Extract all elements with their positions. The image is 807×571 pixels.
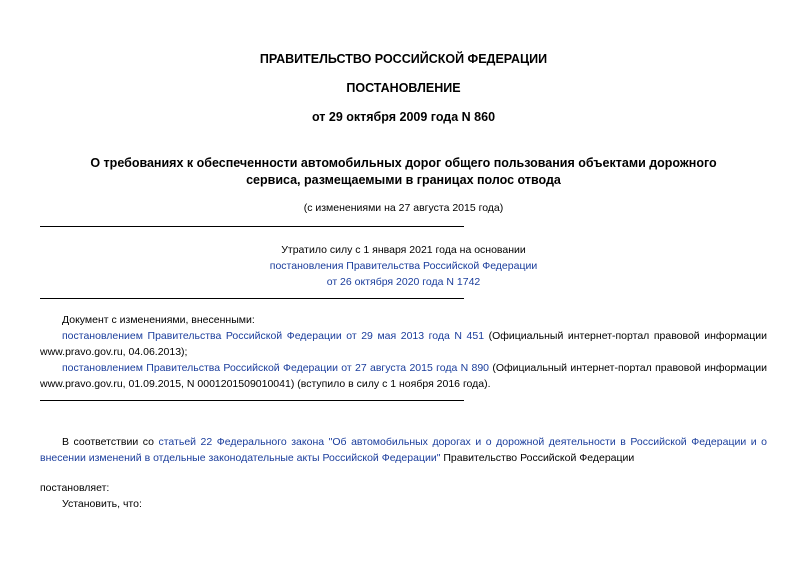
expired-link-decree[interactable]: постановления Правительства Российской Федерации	[269, 260, 538, 272]
change-link-890[interactable]: постановлением Правительства Российской Федерации от 27 августа 2015 года N 890	[62, 362, 490, 374]
decides-text: постановляет:	[40, 482, 110, 494]
expired-link-date[interactable]: от 26 октября 2020 года N 1742	[326, 276, 481, 288]
changes-intro: Документ с изменениями, внесенными:	[62, 314, 255, 326]
establish-text: Установить, что:	[62, 498, 142, 510]
government-heading: ПРАВИТЕЛЬСТВО РОССИЙСКОЙ ФЕДЕРАЦИИ	[259, 52, 548, 66]
amended-note: (с изменениями на 27 августа 2015 года)	[303, 202, 504, 214]
divider	[40, 400, 464, 401]
document-title-line2: сервиса, размещаемыми в границах полос отвода	[246, 173, 561, 187]
expired-note	[40, 242, 767, 290]
change-text-451: (Официальный интернет-портал правовой информации www.pravo.gov.ru, 04.06.2013);	[40, 330, 768, 358]
expired-text: Утратило силу с 1 января 2021 года на основании	[281, 244, 526, 256]
document-date-number: от 29 октября 2009 года N 860	[311, 110, 496, 124]
divider	[40, 298, 464, 299]
body-paragraph-1	[40, 434, 767, 466]
change-link-451[interactable]: постановлением Правительства Российской Федерации от 29 мая 2013 года N 451	[62, 330, 485, 342]
document-type: ПОСТАНОВЛЕНИЕ	[346, 81, 461, 95]
document-title	[0, 155, 807, 189]
change-text-890: (Официальный интернет-портал правовой информации www.pravo.gov.ru, 01.09.2015, N 0001201509010041) (вступило в силу с 1 ноября 2016 года).	[40, 362, 767, 390]
changes-block	[40, 312, 767, 392]
law-article-link[interactable]: статьей 22 Федерального закона "Об автомобильных дорогах и о дорожной деятельности в Российской Федерации и о внесении изменений в отдельные законодательные акты Российской Федерации"	[40, 436, 767, 464]
body-suffix: Правительство Российской Федерации	[440, 452, 635, 464]
divider	[40, 226, 464, 227]
document-title-line1: О требованиях к обеспеченности автомобильных дорог общего пользования объектами дорожного	[90, 156, 717, 170]
body-prefix: В соответствии со	[62, 436, 159, 448]
changes-item-1	[40, 328, 767, 360]
changes-item-2	[40, 360, 767, 392]
